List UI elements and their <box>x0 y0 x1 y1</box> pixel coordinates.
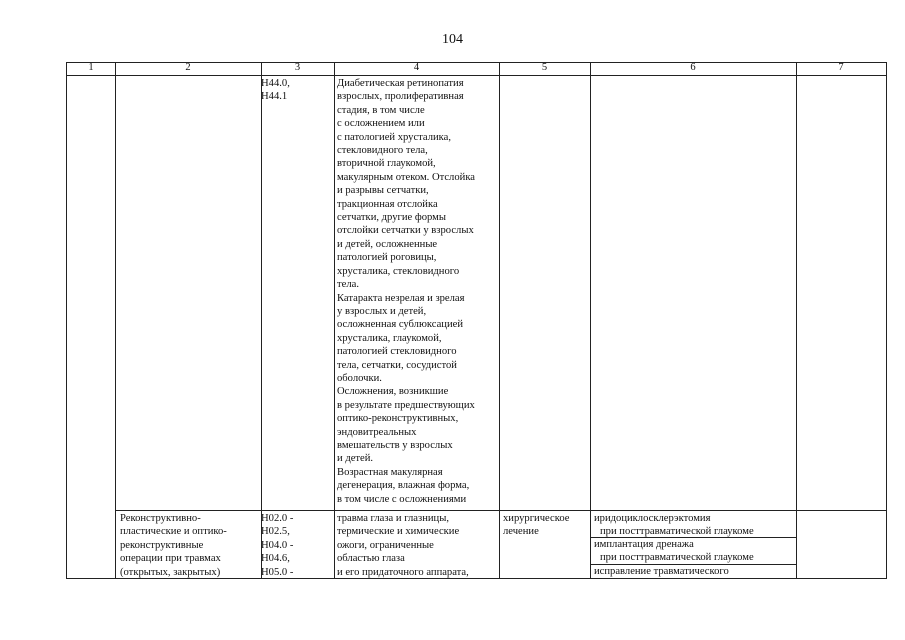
row-b-diagnosis-description: травма глаза и глазницы, термические и химические ожоги, ограниченные областью глаза и его придаточного аппарата, <box>337 513 469 578</box>
header-col-4: 4 <box>413 62 420 73</box>
header-col-5: 5 <box>541 62 548 73</box>
row-a-diagnosis-description: Диабетическая ретинопатия взрослых, пролиферативная стадия, в том числе с осложнением или с патологией хрусталика, стекловидного тела, вторичной глаукомой, макулярным отеком. Отслойка и разрывы сетчатки, тракционная отслойка сетчатки, другие формы отслойки сетчатки у взрослых и детей, осложненные патологией роговицы, хрусталика, стекловидного тела. Катаракта незрелая и зрелая у взрослых и детей, осложненная сублюксацией хрусталика, глаукомой, патологией стекловидного тела, сетчатки, сосудистой оболочки. Осложнения, возникшие в результате предшествующих оптико-реконструктивных, эндовитреальных вмешательств у взрослых и детей. Возрастная макулярная дегенерация, влажная форма, в том числе с осложнениями <box>337 78 476 505</box>
method-1-line-1: иридоциклосклерэктомия <box>594 513 711 524</box>
row-b-diagnosis-codes: H02.0 - H02.5, H04.0 - H04.6, H05.0 - <box>261 513 294 578</box>
column-divider <box>261 63 262 578</box>
row-b-treatment-type: хирургическое лечение <box>503 513 570 538</box>
medical-table <box>66 62 887 579</box>
row-a-diagnosis-codes: H44.0, H44.1 <box>261 78 290 103</box>
header-col-2: 2 <box>185 62 191 73</box>
row-b-care-type: Реконструктивно- пластические и оптико- реконструктивные операции при травмах (открытых, закрытых) <box>120 513 227 578</box>
column-divider <box>115 63 116 578</box>
column-divider <box>796 63 797 578</box>
column-divider <box>590 63 591 578</box>
method-3-line-1: исправление травматического <box>594 566 729 577</box>
row-divider <box>115 510 886 511</box>
header-col-6: 6 <box>690 62 696 73</box>
column-divider <box>499 63 500 578</box>
method-2-line-2: при посттравматической глаукоме <box>600 552 754 563</box>
method-2-line-1: имплантация дренажа <box>594 539 694 550</box>
header-col-7: 7 <box>838 62 844 73</box>
table-header-row <box>67 63 886 76</box>
column-divider <box>334 63 335 578</box>
header-col-1: 1 <box>88 62 94 73</box>
page-number: 104 <box>442 32 463 47</box>
header-col-3: 3 <box>294 62 301 73</box>
method-1-line-2: при посттравматической глаукоме <box>600 526 754 537</box>
